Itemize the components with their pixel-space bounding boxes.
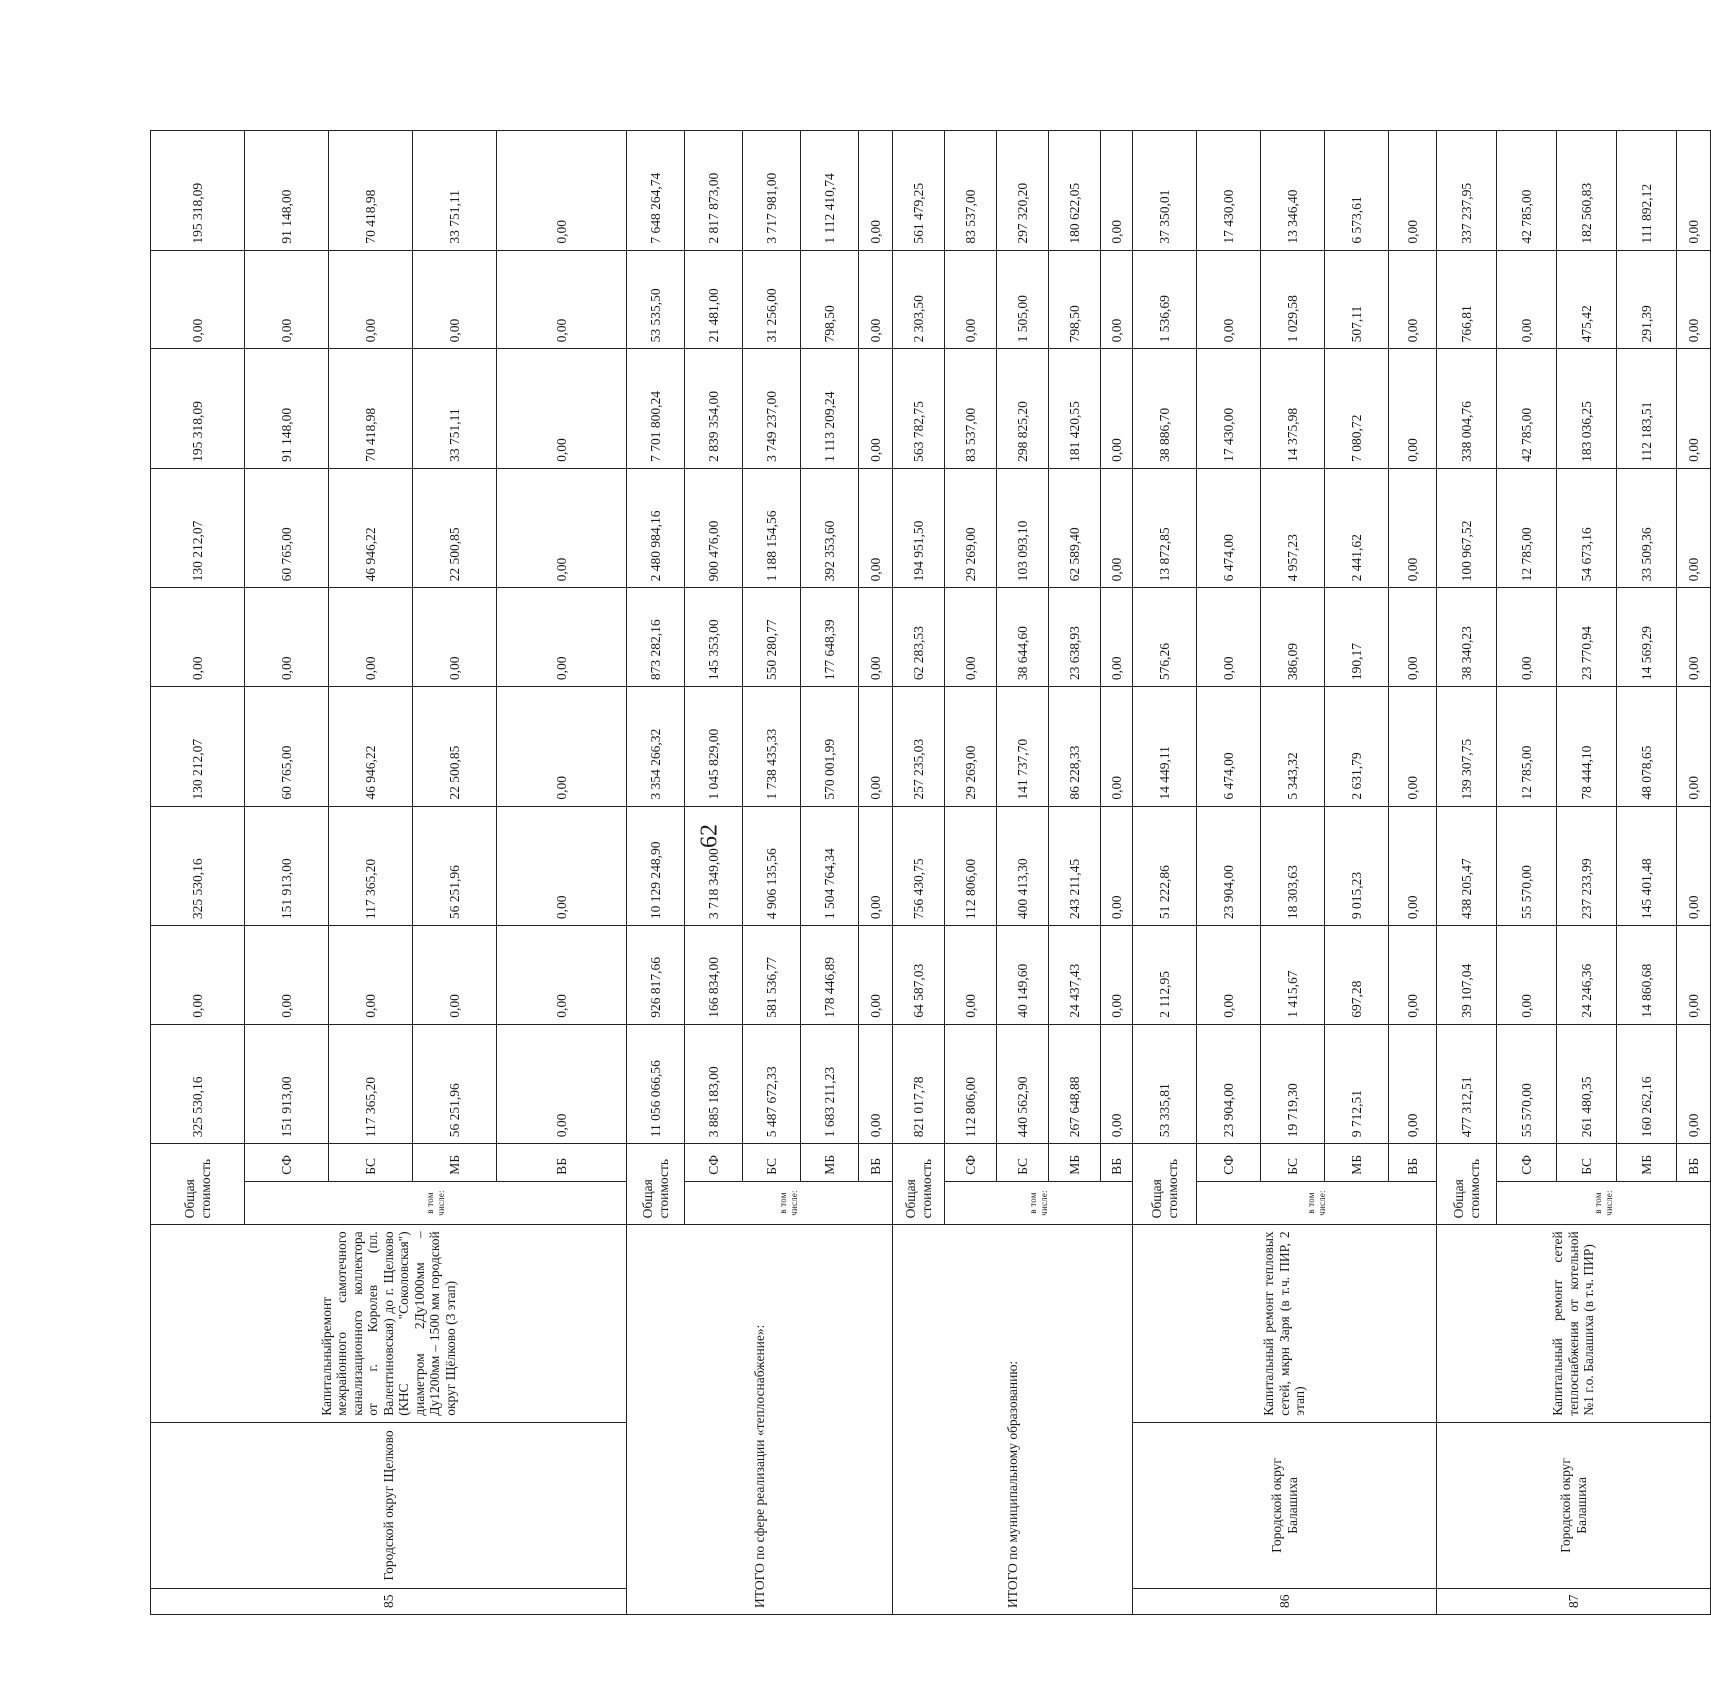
amount-cell: 926 817,66 — [627, 926, 685, 1025]
table-row — [1437, 131, 1497, 1615]
amount-cell: 0,00 — [497, 131, 627, 251]
funding-source: МБ — [1617, 1144, 1677, 1181]
amount-cell: 0,00 — [1497, 588, 1557, 687]
amount-cell: 0,00 — [413, 926, 497, 1025]
including-label: в том числе: — [1197, 1181, 1437, 1225]
amount-cell: 56 251,96 — [413, 1024, 497, 1144]
table-row — [151, 131, 245, 1615]
amount-cell: 53 335,81 — [1133, 1024, 1197, 1144]
amount-cell: 1 536,69 — [1133, 250, 1197, 349]
amount-cell: 507,11 — [1325, 250, 1389, 349]
amount-cell: 42 785,00 — [1497, 349, 1557, 469]
amount-cell: 195 318,09 — [151, 131, 245, 251]
amount-cell: 64 587,03 — [893, 926, 945, 1025]
amount-cell: 55 570,00 — [1497, 806, 1557, 926]
amount-cell: 3 718 349,00 — [685, 806, 743, 926]
amount-cell: 60 765,00 — [245, 687, 329, 807]
amount-cell: 151 913,00 — [245, 1024, 329, 1144]
table-row — [893, 131, 945, 1615]
amount-cell: 0,00 — [1197, 250, 1261, 349]
amount-cell: 0,00 — [329, 588, 413, 687]
amount-cell: 38 340,23 — [1437, 588, 1497, 687]
amount-cell: 0,00 — [497, 250, 627, 349]
amount-cell: 10 129 248,90 — [627, 806, 685, 926]
amount-cell: 0,00 — [497, 926, 627, 1025]
amount-cell: 440 562,90 — [997, 1024, 1049, 1144]
funding-source: ВБ — [1389, 1144, 1437, 1181]
amount-cell: 62 283,53 — [893, 588, 945, 687]
amount-cell: 697,28 — [1325, 926, 1389, 1025]
amount-cell: 261 480,35 — [1557, 1024, 1617, 1144]
total-cost-label: Общая стоимость — [1133, 1144, 1197, 1225]
financing-table — [150, 130, 1711, 1615]
amount-cell: 17 430,00 — [1197, 349, 1261, 469]
funding-source: МБ — [1325, 1144, 1389, 1181]
amount-cell: 11 056 066,56 — [627, 1024, 685, 1144]
amount-cell: 46 946,22 — [329, 687, 413, 807]
amount-cell: 23 904,00 — [1197, 806, 1261, 926]
amount-cell: 0,00 — [1101, 468, 1133, 588]
funding-source: СФ — [685, 1144, 743, 1181]
amount-cell: 54 673,16 — [1557, 468, 1617, 588]
amount-cell: 178 446,89 — [801, 926, 859, 1025]
amount-cell: 550 280,77 — [743, 588, 801, 687]
amount-cell: 2 441,62 — [1325, 468, 1389, 588]
amount-cell: 13 346,40 — [1261, 131, 1325, 251]
amount-cell: 1 683 211,23 — [801, 1024, 859, 1144]
amount-cell: 0,00 — [1677, 926, 1711, 1025]
amount-cell: 38 886,70 — [1133, 349, 1197, 469]
total-cost-label: Общая стоимость — [893, 1144, 945, 1225]
amount-cell: 0,00 — [497, 806, 627, 926]
funding-source: СФ — [945, 1144, 997, 1181]
amount-cell: 570 001,99 — [801, 687, 859, 807]
funding-source: СФ — [1197, 1144, 1261, 1181]
amount-cell: 55 570,00 — [1497, 1024, 1557, 1144]
amount-cell: 0,00 — [859, 588, 893, 687]
amount-cell: 12 785,00 — [1497, 468, 1557, 588]
amount-cell: 0,00 — [151, 926, 245, 1025]
amount-cell: 0,00 — [859, 131, 893, 251]
amount-cell: 0,00 — [1101, 926, 1133, 1025]
amount-cell: 48 078,65 — [1617, 687, 1677, 807]
amount-cell: 0,00 — [859, 687, 893, 807]
amount-cell: 561 479,25 — [893, 131, 945, 251]
amount-cell: 194 951,50 — [893, 468, 945, 588]
amount-cell: 0,00 — [859, 349, 893, 469]
amount-cell: 0,00 — [945, 588, 997, 687]
amount-cell: 0,00 — [245, 588, 329, 687]
amount-cell: 2 303,50 — [893, 250, 945, 349]
amount-cell: 900 476,00 — [685, 468, 743, 588]
amount-cell: 37 350,01 — [1133, 131, 1197, 251]
amount-cell: 0,00 — [1677, 1024, 1711, 1144]
total-cost-label: Общая стоимость — [151, 1144, 245, 1225]
amount-cell: 23 638,93 — [1049, 588, 1101, 687]
amount-cell: 392 353,60 — [801, 468, 859, 588]
amount-cell: 0,00 — [1389, 687, 1437, 807]
amount-cell: 581 536,77 — [743, 926, 801, 1025]
amount-cell: 1 029,58 — [1261, 250, 1325, 349]
table-row — [627, 131, 685, 1615]
amount-cell: 576,26 — [1133, 588, 1197, 687]
amount-cell: 0,00 — [497, 687, 627, 807]
page-number: 62 — [696, 824, 723, 848]
amount-cell: 111 892,12 — [1617, 131, 1677, 251]
amount-cell: 0,00 — [859, 1024, 893, 1144]
municipality: Городской округ Балашиха — [1133, 1422, 1437, 1588]
amount-cell: 19 719,30 — [1261, 1024, 1325, 1144]
amount-cell: 18 303,63 — [1261, 806, 1325, 926]
row-number: 87 — [1437, 1589, 1711, 1615]
amount-cell: 0,00 — [1677, 806, 1711, 926]
amount-cell: 0,00 — [413, 588, 497, 687]
amount-cell: 53 535,50 — [627, 250, 685, 349]
amount-cell: 1 415,67 — [1261, 926, 1325, 1025]
amount-cell: 0,00 — [1677, 250, 1711, 349]
amount-cell: 0,00 — [1389, 349, 1437, 469]
amount-cell: 0,00 — [245, 926, 329, 1025]
amount-cell: 0,00 — [1497, 926, 1557, 1025]
amount-cell: 0,00 — [497, 588, 627, 687]
amount-cell: 0,00 — [1389, 1024, 1437, 1144]
funding-source: МБ — [413, 1144, 497, 1181]
amount-cell: 4 906 135,56 — [743, 806, 801, 926]
amount-cell: 23 904,00 — [1197, 1024, 1261, 1144]
funding-source: ВБ — [497, 1144, 627, 1181]
amount-cell: 130 212,07 — [151, 468, 245, 588]
amount-cell: 257 235,03 — [893, 687, 945, 807]
amount-cell: 6 474,00 — [1197, 468, 1261, 588]
amount-cell: 0,00 — [1677, 131, 1711, 251]
amount-cell: 139 307,75 — [1437, 687, 1497, 807]
amount-cell: 6 474,00 — [1197, 687, 1261, 807]
amount-cell: 112 806,00 — [945, 1024, 997, 1144]
amount-cell: 0,00 — [329, 250, 413, 349]
amount-cell: 166 834,00 — [685, 926, 743, 1025]
rotated-table-wrapper — [150, 130, 1701, 1615]
including-label: в том числе: — [685, 1181, 893, 1225]
amount-cell: 267 648,88 — [1049, 1024, 1101, 1144]
amount-cell: 0,00 — [151, 588, 245, 687]
amount-cell: 21 481,00 — [685, 250, 743, 349]
table-body — [151, 131, 1711, 1615]
amount-cell: 2 631,79 — [1325, 687, 1389, 807]
row-number: 85 — [151, 1589, 627, 1615]
amount-cell: 2 112,95 — [1133, 926, 1197, 1025]
amount-cell: 78 444,10 — [1557, 687, 1617, 807]
amount-cell: 14 449,11 — [1133, 687, 1197, 807]
amount-cell: 1 188 154,56 — [743, 468, 801, 588]
amount-cell: 141 737,70 — [997, 687, 1049, 807]
total-cost-label: Общая стоимость — [1437, 1144, 1497, 1225]
amount-cell: 3 717 981,00 — [743, 131, 801, 251]
amount-cell: 0,00 — [1101, 806, 1133, 926]
amount-cell: 70 418,98 — [329, 131, 413, 251]
municipality: Городской округ Щелково — [151, 1422, 627, 1588]
amount-cell: 0,00 — [245, 250, 329, 349]
amount-cell: 0,00 — [1197, 588, 1261, 687]
amount-cell: 0,00 — [1677, 588, 1711, 687]
amount-cell: 0,00 — [497, 468, 627, 588]
amount-cell: 117 365,20 — [329, 806, 413, 926]
total-cost-label: Общая стоимость — [627, 1144, 685, 1225]
amount-cell: 4 957,23 — [1261, 468, 1325, 588]
amount-cell: 112 806,00 — [945, 806, 997, 926]
amount-cell: 798,50 — [1049, 250, 1101, 349]
amount-cell: 0,00 — [1677, 349, 1711, 469]
amount-cell: 1 112 410,74 — [801, 131, 859, 251]
amount-cell: 145 353,00 — [685, 588, 743, 687]
amount-cell: 0,00 — [1389, 806, 1437, 926]
amount-cell: 23 770,94 — [1557, 588, 1617, 687]
amount-cell: 56 251,96 — [413, 806, 497, 926]
amount-cell: 180 622,05 — [1049, 131, 1101, 251]
amount-cell: 24 246,36 — [1557, 926, 1617, 1025]
amount-cell: 60 765,00 — [245, 468, 329, 588]
amount-cell: 145 401,48 — [1617, 806, 1677, 926]
amount-cell: 1 504 764,34 — [801, 806, 859, 926]
amount-cell: 0,00 — [1101, 250, 1133, 349]
amount-cell: 0,00 — [497, 1024, 627, 1144]
amount-cell: 0,00 — [1389, 250, 1437, 349]
amount-cell: 29 269,00 — [945, 468, 997, 588]
object-description: Капитальный ремонт сетей теплоснабжения от котельной №1 г.о. Балашиха (в т.ч. ПИР) — [1437, 1225, 1711, 1422]
amount-cell: 0,00 — [1677, 468, 1711, 588]
amount-cell: 86 228,33 — [1049, 687, 1101, 807]
amount-cell: 0,00 — [1101, 131, 1133, 251]
amount-cell: 438 205,47 — [1437, 806, 1497, 926]
amount-cell: 33 751,11 — [413, 349, 497, 469]
amount-cell: 0,00 — [1389, 468, 1437, 588]
amount-cell: 24 437,43 — [1049, 926, 1101, 1025]
amount-cell: 6 573,61 — [1325, 131, 1389, 251]
amount-cell: 46 946,22 — [329, 468, 413, 588]
amount-cell: 177 648,39 — [801, 588, 859, 687]
amount-cell: 873 282,16 — [627, 588, 685, 687]
amount-cell: 22 500,85 — [413, 687, 497, 807]
amount-cell: 3 749 237,00 — [743, 349, 801, 469]
amount-cell: 0,00 — [1101, 1024, 1133, 1144]
amount-cell: 3 885 183,00 — [685, 1024, 743, 1144]
amount-cell: 756 430,75 — [893, 806, 945, 926]
amount-cell: 7 080,72 — [1325, 349, 1389, 469]
amount-cell: 291,39 — [1617, 250, 1677, 349]
amount-cell: 0,00 — [329, 926, 413, 1025]
funding-source: ВБ — [1101, 1144, 1133, 1181]
funding-source: БС — [329, 1144, 413, 1181]
amount-cell: 0,00 — [151, 250, 245, 349]
amount-cell: 0,00 — [945, 926, 997, 1025]
funding-source: БС — [997, 1144, 1049, 1181]
funding-source: МБ — [801, 1144, 859, 1181]
amount-cell: 0,00 — [1389, 926, 1437, 1025]
municipality: Городской округ Балашиха — [1437, 1422, 1711, 1588]
amount-cell: 38 644,60 — [997, 588, 1049, 687]
amount-cell: 1 045 829,00 — [685, 687, 743, 807]
amount-cell: 798,50 — [801, 250, 859, 349]
amount-cell: 821 017,78 — [893, 1024, 945, 1144]
amount-cell: 3 354 266,32 — [627, 687, 685, 807]
funding-source: ВБ — [859, 1144, 893, 1181]
amount-cell: 766,81 — [1437, 250, 1497, 349]
amount-cell: 477 312,51 — [1437, 1024, 1497, 1144]
amount-cell: 100 967,52 — [1437, 468, 1497, 588]
amount-cell: 14 375,98 — [1261, 349, 1325, 469]
amount-cell: 7 701 800,24 — [627, 349, 685, 469]
amount-cell: 5 343,32 — [1261, 687, 1325, 807]
object-description: Капитальныйремонт межрайонного самотечного канализационного коллектора от г. Королев (пл. Валентиновская) до г. Щелково (КНС "Соколовская") диаметром 2Ду1000мм – Ду1200мм – 1500 мм городской округ Щёлково (3 этап) — [151, 1225, 627, 1422]
funding-source: ВБ — [1677, 1144, 1711, 1181]
amount-cell: 83 537,00 — [945, 131, 997, 251]
funding-source: БС — [743, 1144, 801, 1181]
amount-cell: 14 860,68 — [1617, 926, 1677, 1025]
amount-cell: 0,00 — [1197, 926, 1261, 1025]
amount-cell: 237 233,99 — [1557, 806, 1617, 926]
amount-cell: 0,00 — [1389, 131, 1437, 251]
group-title: ИТОГО по сфере реализации «теплоснабжение»: — [627, 1225, 893, 1615]
amount-cell: 33 509,36 — [1617, 468, 1677, 588]
amount-cell: 0,00 — [859, 926, 893, 1025]
amount-cell: 337 237,95 — [1437, 131, 1497, 251]
amount-cell: 297 320,20 — [997, 131, 1049, 251]
amount-cell: 2 839 354,00 — [685, 349, 743, 469]
amount-cell: 325 530,16 — [151, 806, 245, 926]
amount-cell: 83 537,00 — [945, 349, 997, 469]
amount-cell: 62 589,40 — [1049, 468, 1101, 588]
amount-cell: 400 413,30 — [997, 806, 1049, 926]
amount-cell: 475,42 — [1557, 250, 1617, 349]
funding-source: СФ — [245, 1144, 329, 1181]
amount-cell: 22 500,85 — [413, 468, 497, 588]
amount-cell: 160 262,16 — [1617, 1024, 1677, 1144]
amount-cell: 0,00 — [945, 250, 997, 349]
amount-cell: 0,00 — [859, 250, 893, 349]
amount-cell: 112 183,51 — [1617, 349, 1677, 469]
amount-cell: 0,00 — [1101, 349, 1133, 469]
amount-cell: 7 648 264,74 — [627, 131, 685, 251]
amount-cell: 151 913,00 — [245, 806, 329, 926]
amount-cell: 563 782,75 — [893, 349, 945, 469]
row-number: 86 — [1133, 1589, 1437, 1615]
amount-cell: 9 712,51 — [1325, 1024, 1389, 1144]
amount-cell: 14 569,29 — [1617, 588, 1677, 687]
amount-cell: 298 825,20 — [997, 349, 1049, 469]
amount-cell: 0,00 — [859, 468, 893, 588]
amount-cell: 31 256,00 — [743, 250, 801, 349]
amount-cell: 183 036,25 — [1557, 349, 1617, 469]
amount-cell: 39 107,04 — [1437, 926, 1497, 1025]
funding-source: БС — [1261, 1144, 1325, 1181]
amount-cell: 51 222,86 — [1133, 806, 1197, 926]
amount-cell: 0,00 — [1101, 687, 1133, 807]
including-label: в том числе: — [1497, 1181, 1711, 1225]
amount-cell: 5 487 672,33 — [743, 1024, 801, 1144]
including-label: в том числе: — [945, 1181, 1133, 1225]
amount-cell: 91 148,00 — [245, 131, 329, 251]
amount-cell: 117 365,20 — [329, 1024, 413, 1144]
amount-cell: 1 113 209,24 — [801, 349, 859, 469]
including-label: в том числе: — [245, 1181, 627, 1225]
amount-cell: 17 430,00 — [1197, 131, 1261, 251]
amount-cell: 2 480 984,16 — [627, 468, 685, 588]
amount-cell: 13 872,85 — [1133, 468, 1197, 588]
amount-cell: 1 738 435,33 — [743, 687, 801, 807]
amount-cell: 386,09 — [1261, 588, 1325, 687]
amount-cell: 91 148,00 — [245, 349, 329, 469]
table-row — [1133, 131, 1197, 1615]
amount-cell: 0,00 — [1677, 687, 1711, 807]
amount-cell: 130 212,07 — [151, 687, 245, 807]
amount-cell: 190,17 — [1325, 588, 1389, 687]
amount-cell: 325 530,16 — [151, 1024, 245, 1144]
amount-cell: 1 505,00 — [997, 250, 1049, 349]
amount-cell: 181 420,55 — [1049, 349, 1101, 469]
amount-cell: 12 785,00 — [1497, 687, 1557, 807]
amount-cell: 0,00 — [1389, 588, 1437, 687]
amount-cell: 33 751,11 — [413, 131, 497, 251]
amount-cell: 40 149,60 — [997, 926, 1049, 1025]
funding-source: БС — [1557, 1144, 1617, 1181]
amount-cell: 0,00 — [413, 250, 497, 349]
amount-cell: 9 015,23 — [1325, 806, 1389, 926]
amount-cell: 182 560,83 — [1557, 131, 1617, 251]
amount-cell: 338 004,76 — [1437, 349, 1497, 469]
group-title: ИТОГО по муниципальному образованию: — [893, 1225, 1133, 1615]
amount-cell: 103 093,10 — [997, 468, 1049, 588]
amount-cell: 243 211,45 — [1049, 806, 1101, 926]
amount-cell: 42 785,00 — [1497, 131, 1557, 251]
funding-source: СФ — [1497, 1144, 1557, 1181]
amount-cell: 70 418,98 — [329, 349, 413, 469]
amount-cell: 0,00 — [859, 806, 893, 926]
amount-cell: 0,00 — [1497, 250, 1557, 349]
object-description: Капитальный ремонт тепловых сетей, мкрн Заря (в т.ч. ПИР, 2 этап) — [1133, 1225, 1437, 1422]
funding-source: МБ — [1049, 1144, 1101, 1181]
amount-cell: 0,00 — [1101, 588, 1133, 687]
amount-cell: 0,00 — [497, 349, 627, 469]
amount-cell: 29 269,00 — [945, 687, 997, 807]
amount-cell: 195 318,09 — [151, 349, 245, 469]
amount-cell: 2 817 873,00 — [685, 131, 743, 251]
